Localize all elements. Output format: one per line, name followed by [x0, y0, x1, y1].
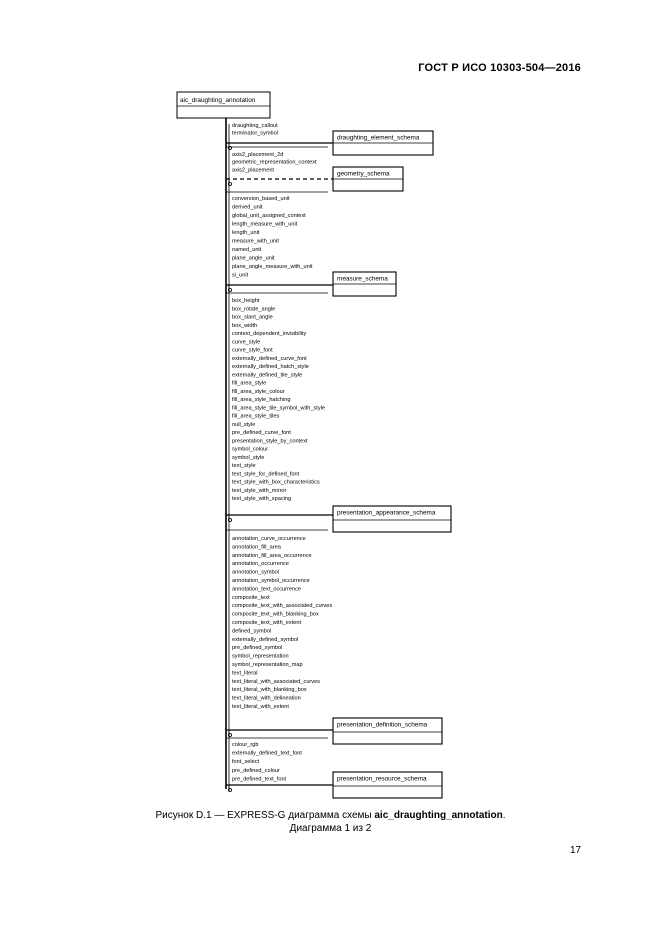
imported-item-label: axis2_placement_2d	[232, 152, 284, 158]
imported-item-label: terminator_symbol	[232, 130, 279, 137]
imported-item-label: externally_defined_curve_font	[232, 355, 307, 362]
imported-item-label: font_select	[232, 759, 260, 766]
root-entity-box	[177, 92, 270, 118]
imported-item-label: annotation_text_occurrence	[232, 586, 302, 593]
caption-schema: aic_draughting_annotation	[374, 810, 503, 821]
imported-item-label: defined_symbol	[232, 628, 272, 635]
imported-item-label: si_unit	[232, 272, 249, 279]
imported-item-label: axis2_placement	[232, 167, 274, 174]
imported-item-label: curve_style	[232, 339, 261, 346]
imported-item-label: length_unit	[232, 230, 260, 236]
imported-item-label: symbol_representation_map	[232, 662, 303, 668]
imported-item-label: fill_area_style_hatching	[232, 397, 291, 403]
imported-item-label: colour_rgb	[232, 742, 259, 748]
imported-item-label: draughting_callout	[232, 123, 278, 129]
imported-item-label: composite_text	[232, 594, 270, 601]
imported-item-label: text_literal	[232, 670, 258, 677]
caption-prefix: Рисунок D.1 — EXPRESS-G диаграмма схемы	[155, 810, 375, 821]
imported-item-label: fill_area_style_colour	[232, 388, 285, 395]
imported-item-label: text_style	[232, 463, 256, 469]
imported-item-label: curve_style_font	[232, 347, 273, 354]
imported-item-label: annotation_fill_area_occurrence	[232, 552, 312, 559]
figure-caption-line2: Диаграмма 1 из 2	[289, 823, 372, 834]
imported-item-label: symbol_representation	[232, 653, 289, 660]
schema-box-label: presentation_appearance_schema	[337, 509, 436, 517]
schema-box-label: measure_schema	[337, 275, 388, 283]
imported-item-label: composite_text_with_blanking_box	[232, 611, 319, 618]
imported-item-label: text_literal_with_blanking_box	[232, 687, 307, 694]
imported-item-label: box_height	[232, 298, 260, 304]
imported-item-label: text_style_with_box_characteristics	[232, 479, 320, 486]
imported-item-label: box_rotate_angle	[232, 306, 276, 313]
imported-item-label: box_slant_angle	[232, 314, 273, 321]
imported-item-label: text_literal_with_associated_curves	[232, 678, 320, 685]
imported-item-label: fill_area_style	[232, 380, 267, 387]
imported-item-label: symbol_style	[232, 454, 265, 461]
imported-item-label: text_style_with_spacing	[232, 496, 292, 502]
figure-caption	[0, 810, 661, 821]
schema-box-label: presentation_resource_schema	[337, 775, 427, 783]
imported-item-label: pre_defined_symbol	[232, 645, 283, 652]
imported-item-label: text_literal_with_extent	[232, 704, 289, 710]
imported-item-label: presentation_style_by_context	[232, 438, 308, 445]
imported-item-label: plane_angle_measure_with_unit	[232, 264, 313, 270]
imported-item-label: annotation_symbol_occurrence	[232, 578, 310, 584]
caption-suffix: .	[502, 810, 506, 821]
imported-item-label: derived_unit	[232, 204, 263, 211]
imported-item-label: global_unit_assigned_context	[232, 213, 306, 219]
imported-item-label: composite_text_with_associated_curves	[232, 603, 333, 610]
imported-item-label: externally_defined_tile_style	[232, 372, 303, 379]
imported-item-label: annotation_fill_area	[232, 544, 281, 551]
schema-box-label: presentation_definition_schema	[337, 721, 428, 729]
imported-item-label: null_style	[232, 421, 256, 428]
imported-item-label: length_measure_with_unit	[232, 221, 298, 228]
imported-item-label: pre_defined_text_font	[232, 776, 287, 783]
imported-item-label: measure_with_unit	[232, 238, 279, 245]
imported-item-label: named_unit	[232, 247, 262, 253]
schema-box-label: draughting_element_schema	[337, 134, 420, 142]
imported-item-label: context_dependent_invisibility	[232, 331, 307, 337]
page-number: 17	[570, 845, 582, 856]
imported-item-label: pre_defined_colour	[232, 767, 280, 774]
schema-box-label: geometry_schema	[337, 170, 390, 178]
imported-item-label: externally_defined_hatch_style	[232, 364, 309, 370]
imported-item-label: text_style_for_defined_font	[232, 471, 300, 478]
imported-item-label: box_width	[232, 322, 258, 329]
imported-item-label: pre_defined_curve_font	[232, 430, 291, 436]
imported-item-label: fill_area_style_tile_symbol_with_style	[232, 405, 325, 412]
imported-item-label: text_style_with_mirror	[232, 487, 287, 494]
imported-item-label: conversion_based_unit	[232, 196, 290, 202]
imported-item-label: externally_defined_symbol	[232, 636, 299, 643]
imported-item-label: externally_defined_text_font	[232, 750, 302, 757]
imported-item-label: fill_area_style_tiles	[232, 413, 280, 420]
imported-item-label: annotation_curve_occurrence	[232, 536, 306, 542]
imported-item-label: symbol_colour	[232, 446, 269, 453]
imported-item-label: annotation_symbol	[232, 569, 279, 576]
root-entity-label: aic_draughting_annotation	[180, 97, 256, 104]
imported-item-label: composite_text_with_extent	[232, 620, 302, 626]
imported-item-label: geometric_representation_context	[232, 159, 317, 166]
imported-item-label: plane_angle_unit	[232, 255, 275, 262]
imported-item-label: text_literal_with_delineation	[232, 695, 301, 702]
document-header: ГОСТ Р ИСО 10303-504—2016	[418, 62, 581, 74]
imported-item-label: annotation_occurrence	[232, 561, 289, 568]
